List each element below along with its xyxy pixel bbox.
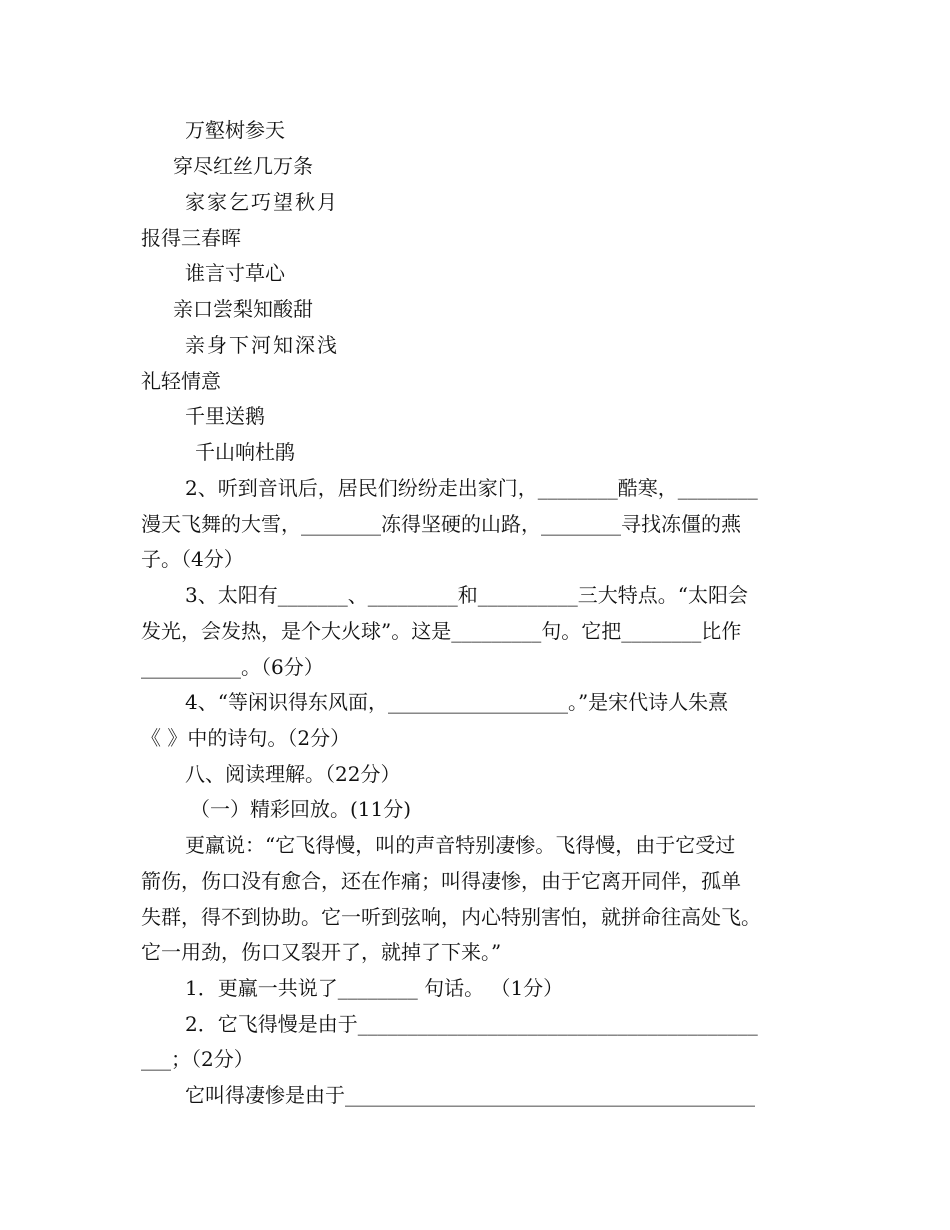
question-2-line-3: 子。（4分） xyxy=(141,547,244,571)
passage-line-2: 箭伤，伤口没有愈合，还在作痛；叫得凄惨，由于它离开同伴，孤单 xyxy=(141,869,741,893)
question-4-line-2: 《 》中的诗句。（2分） xyxy=(141,726,351,750)
passage-line-3: 失群，得不到协助。它一听到弦响，内心特别害怕，就拼命往高处飞。 xyxy=(141,905,761,929)
section-8-subtitle: （一）精彩回放。(11分) xyxy=(190,797,412,821)
section-8-title: 八、阅读理解。（22分） xyxy=(185,762,401,786)
passage-line-4: 它一用劲，伤口又裂开了，就掉了下来。” xyxy=(141,940,502,964)
question-3-line-2: 发光，会发热，是个大火球”。这是_________句。它把________比作 xyxy=(141,619,742,643)
poem-line-1: 万壑树参天 xyxy=(185,118,285,142)
poem-line-2: 穿尽红丝几万条 xyxy=(173,154,313,178)
poem-line-9: 千里送鹅 xyxy=(185,404,265,428)
question-3-line-3: __________。（6分） xyxy=(141,655,324,679)
reading-question-1: 1．更羸一共说了________ 句话。 （1分） xyxy=(185,976,564,1000)
poem-line-7: 亲身下河知深浅 xyxy=(185,333,339,357)
poem-line-8: 礼轻情意 xyxy=(141,369,221,393)
passage-line-1: 更羸说：“它飞得慢，叫的声音特别凄惨。飞得慢，由于它受过 xyxy=(185,833,736,857)
question-2-line-1: 2、听到音讯后，居民们纷纷走出家门，________酷寒，________ xyxy=(185,476,758,500)
poem-line-6: 亲口尝梨知酸甜 xyxy=(173,297,313,321)
question-3-line-1: 3、太阳有_______、_________和__________三大特点。“太阳会 xyxy=(185,583,748,607)
question-4-line-1: 4、“等闲识得东风面，__________________。”是宋代诗人朱熹 xyxy=(185,690,729,714)
reading-question-2-line-1: 2．它飞得慢是由于________________________________________ xyxy=(185,1012,758,1036)
poem-line-5: 谁言寸草心 xyxy=(185,261,285,285)
poem-line-10: 千山响杜鹃 xyxy=(195,440,295,464)
poem-line-4: 报得三春晖 xyxy=(141,226,241,250)
question-2-line-2: 漫天飞舞的大雪，________冻得坚硬的山路，________寻找冻僵的燕 xyxy=(141,512,741,536)
reading-question-2-line-2: ___；（2分） xyxy=(141,1047,254,1071)
poem-line-3: 家家乞巧望秋月 xyxy=(185,190,339,214)
reading-question-2b: 它叫得凄惨是由于_________________________________________ xyxy=(185,1083,755,1107)
